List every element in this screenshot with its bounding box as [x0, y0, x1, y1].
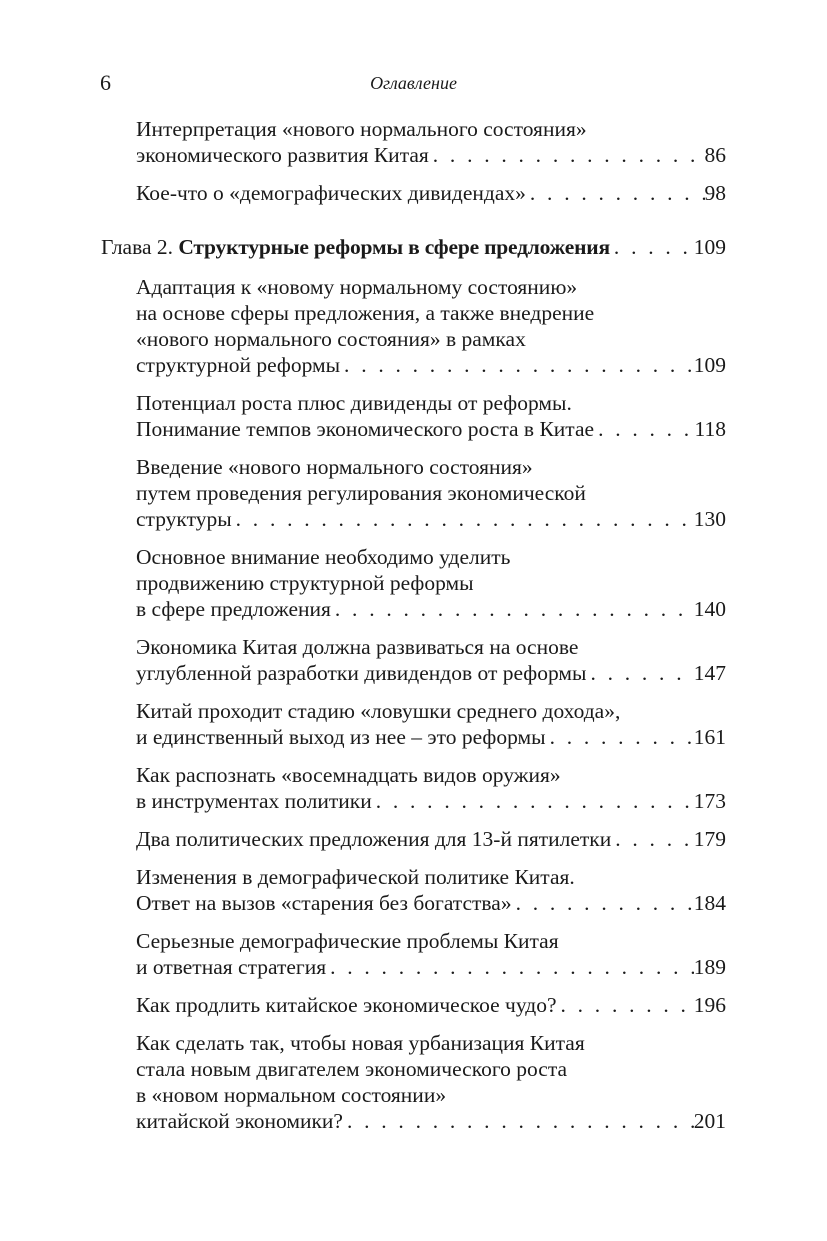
toc-entry-line: Потенциал роста плюс дивиденды от реформы. [136, 391, 572, 415]
toc-page-number: 109 [693, 353, 726, 377]
toc-entry-line: стала новым двигателем экономического роста [136, 1057, 568, 1081]
toc-page-number: 118 [694, 417, 726, 441]
toc-entry-line: Как продлить китайское экономическое чудо? [136, 993, 557, 1017]
toc-page-number: 98 [704, 181, 726, 205]
toc-page-number: 184 [693, 891, 726, 915]
toc-entry-line: «нового нормального состояния» в рамках [136, 327, 526, 351]
toc-entry[interactable] [136, 274, 726, 378]
toc-entry-line: Как распознать «восемнадцать видов оружия» [136, 763, 561, 787]
toc-entry[interactable] [136, 826, 726, 852]
toc-entry-line: Как сделать так, чтобы новая урбанизация Китая [136, 1031, 585, 1055]
leader-dots [512, 890, 694, 916]
leader-dots [372, 788, 694, 814]
toc-entry-line: в инструментах политики [136, 789, 372, 813]
toc-entry[interactable] [136, 864, 726, 916]
leader-dots [326, 954, 694, 980]
toc-entry[interactable] [136, 698, 726, 750]
toc-entry-line: китайской экономики? [136, 1109, 343, 1133]
table-of-contents [0, 116, 827, 1146]
leader-dots [611, 826, 694, 852]
toc-entry-line: Понимание темпов экономического роста в Китае [136, 417, 595, 441]
toc-entry-line: структурной реформы [136, 353, 341, 377]
toc-entry[interactable] [136, 634, 726, 686]
toc-entry-line: Китай проходит стадию «ловушки среднего дохода», [136, 699, 621, 723]
toc-entry-line: Серьезные демографические проблемы Китая [136, 929, 559, 953]
toc-entry[interactable] [136, 390, 726, 442]
toc-entry-line: в сфере предложения [136, 597, 331, 621]
toc-entry[interactable] [136, 928, 726, 980]
toc-entry-line: на основе сферы предложения, а также внедрение [136, 301, 595, 325]
toc-entry-line: структуры [136, 507, 232, 531]
running-title: Оглавление [370, 73, 457, 93]
toc-page-number: 109 [693, 235, 726, 259]
toc-page-number: 189 [693, 955, 726, 979]
toc-entry[interactable] [136, 116, 726, 168]
leader-dots [526, 180, 705, 206]
leader-dots [557, 992, 694, 1018]
toc-entry-line: Интерпретация «нового нормального состояния» [136, 117, 587, 141]
toc-entry[interactable] [136, 992, 726, 1018]
toc-entry-line: Два политических предложения для 13-й пятилетки [136, 827, 612, 851]
toc-page-number: 196 [693, 993, 726, 1017]
toc-page-number: 173 [693, 789, 726, 813]
toc-entry-line: Основное внимание необходимо уделить [136, 545, 511, 569]
chapter-label: Глава 2. [101, 235, 173, 259]
toc-entry-line: Изменения в демографической политике Китая. [136, 865, 575, 889]
toc-page-number: 201 [693, 1109, 726, 1133]
leader-dots [343, 1108, 694, 1134]
leader-dots [331, 596, 694, 622]
toc-entry-line: путем проведения регулирования экономической [136, 481, 586, 505]
leader-dots [340, 352, 694, 378]
toc-entry-line: Экономика Китая должна развиваться на основе [136, 635, 579, 659]
toc-entry-line: Адаптация к «новому нормальному состоянию» [136, 275, 578, 299]
leader-dots [429, 142, 705, 168]
leader-dots [546, 724, 694, 750]
toc-entry-line: экономического развития Китая [136, 143, 429, 167]
toc-entry-line: углубленной разработки дивидендов от реформы [136, 661, 587, 685]
leader-dots [594, 416, 694, 442]
toc-entry-line: и ответная стратегия [136, 955, 327, 979]
toc-entry[interactable] [136, 1030, 726, 1134]
toc-entry[interactable] [136, 180, 726, 206]
toc-chapter-heading[interactable] [101, 234, 726, 260]
toc-page-number: 161 [693, 725, 726, 749]
page-number: 6 [100, 70, 111, 95]
toc-entry-line: и единственный выход из нее – это реформы [136, 725, 546, 749]
toc-entry-line: Кое-что о «демографических дивидендах» [136, 181, 526, 205]
toc-entry[interactable] [136, 544, 726, 622]
toc-entry-line: Ответ на вызов «старения без богатства» [136, 891, 512, 915]
chapter-title: Структурные реформы в сфере предложения [178, 235, 610, 259]
toc-entry-line: в «новом нормальном состоянии» [136, 1083, 447, 1107]
toc-entry-line: продвижению структурной реформы [136, 571, 474, 595]
toc-page-number: 86 [704, 143, 726, 167]
toc-page-number: 147 [693, 661, 726, 685]
toc-page-number: 179 [693, 827, 726, 851]
leader-dots [232, 506, 694, 532]
toc-page-number: 130 [693, 507, 726, 531]
toc-entry[interactable] [136, 762, 726, 814]
leader-dots [586, 660, 693, 686]
toc-page-number: 140 [693, 597, 726, 621]
toc-entry-line: Введение «нового нормального состояния» [136, 455, 533, 479]
leader-dots [610, 234, 694, 260]
toc-entry[interactable] [136, 454, 726, 532]
